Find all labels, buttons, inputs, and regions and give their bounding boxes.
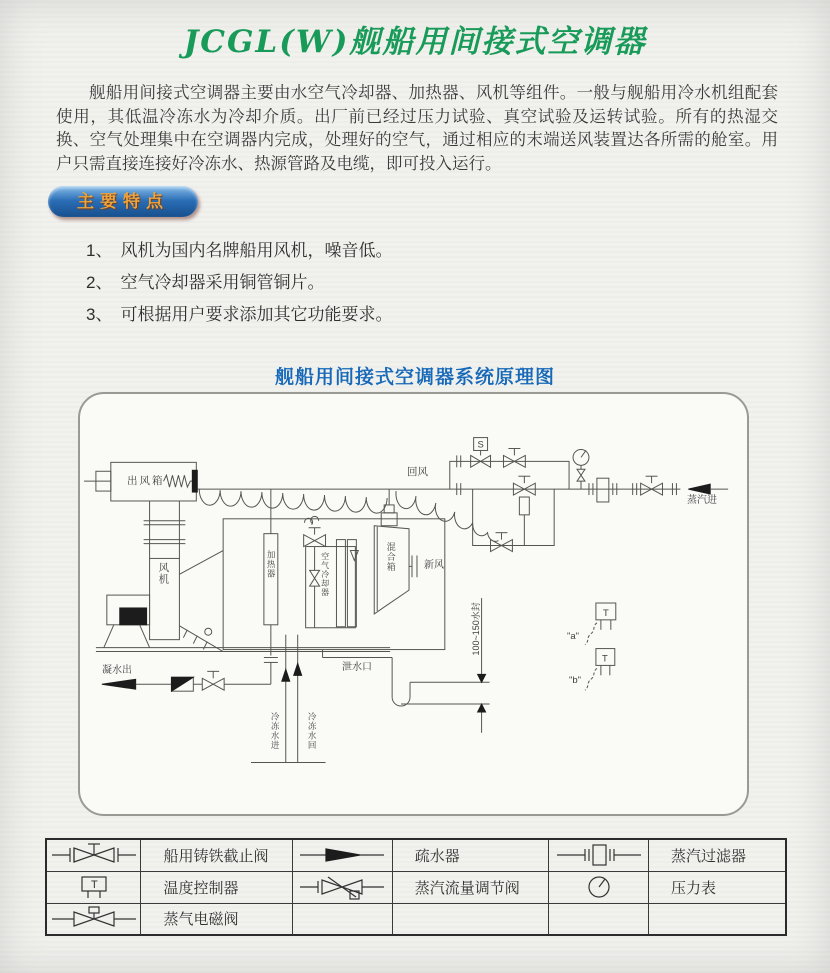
legend-table [45, 838, 787, 936]
legend-symbol-cell [46, 871, 141, 903]
features-list [86, 241, 392, 337]
legend-label-cell: 蒸汽过滤器 [649, 839, 786, 871]
thermostat-letter-a: T [602, 606, 609, 618]
drain-port-label: 泄水口 [342, 662, 372, 673]
feature-text: 风机为国内名牌船用风机，噪音低。 [120, 241, 393, 260]
legend-row [46, 839, 786, 871]
legend-row [46, 903, 786, 935]
sensor-a-label: "a" [567, 631, 580, 642]
feature-item [86, 305, 392, 325]
fan-label: 风机 [157, 562, 170, 585]
return-air-label: 回风 [407, 466, 428, 478]
feature-number: 3、 [86, 305, 113, 324]
page-title: JCGL(W)舰船用间接式空调器 [183, 24, 647, 60]
feature-number: 1、 [86, 241, 113, 260]
condensate-out-label: 凝水出 [102, 665, 132, 676]
pressure-gauge-icon [555, 874, 643, 900]
air-cooler-label: 空气冷却器 [320, 552, 330, 597]
system-diagram-panel [78, 392, 749, 816]
legend-label-cell: 疏水器 [392, 839, 548, 871]
outlet-box-label: 出风箱 [127, 475, 165, 487]
feature-text: 空气冷却器采用铜管铜片。 [120, 273, 325, 292]
intro-paragraph: 舰船用间接式空调器主要由水空气冷却器、加热器、风机等组件。一般与舰船用冷水机组配套使用，其低温冷冻水为冷却介质。出厂前已经过压力试验、真空试验及运转试验。所有的热湿交换、空气处理集中在空调器内完成，处理好的空气，通过相应的末端送风装置达各所需的舱室。用户只需直接连接好冷冻水、热源管路及电缆，即可投入运行。 [56, 84, 778, 173]
features-badge [48, 186, 198, 217]
legend-symbol-cell [549, 839, 649, 871]
svg-text:T: T [90, 879, 98, 891]
heater-label: 加热器 [266, 550, 277, 579]
legend-label-cell: 蒸气电磁阀 [141, 903, 292, 935]
feature-text: 可根据用户要求添加其它功能要求。 [120, 305, 393, 324]
feature-item [86, 273, 392, 293]
sensor-b-label: "b" [569, 675, 582, 686]
mixing-box-label: 混合箱 [385, 542, 396, 572]
steam-in-label: 蒸汽进 [687, 495, 717, 506]
air-cooler [304, 516, 359, 627]
legend-symbol-cell [292, 871, 392, 903]
legend-empty-cell [292, 903, 392, 935]
chilled-water-in-label: 冷冻水进 [270, 712, 281, 750]
temperature-controllers [585, 603, 616, 690]
legend-label-cell: 温度控制器 [141, 871, 292, 903]
legend-label-cell: 船用铸铁截止阀 [141, 839, 292, 871]
steam-trap-icon [298, 842, 386, 868]
legend-empty-cell [549, 903, 649, 935]
thermostat-letter-b: T [601, 652, 608, 664]
steam-regulating-valve-icon [298, 874, 386, 900]
fresh-air-label: 新风 [424, 560, 444, 571]
legend-symbol-cell [292, 839, 392, 871]
legend-label-cell: 压力表 [649, 871, 786, 903]
fan-assembly [96, 501, 390, 652]
temperature-controller-icon [50, 874, 138, 900]
feature-item [86, 241, 392, 261]
steam-solenoid-valve-icon [50, 906, 138, 932]
chilled-water-return-label: 冷冻水回 [307, 712, 318, 750]
legend-symbol-cell [46, 839, 141, 871]
legend-row [46, 871, 786, 903]
features-badge-label: 主要特点 [77, 192, 169, 211]
legend-empty-cell [649, 903, 786, 935]
legend-empty-cell [392, 903, 548, 935]
legend-label-cell: 蒸汽流量调节阀 [392, 871, 548, 903]
stop-valve-icon [50, 842, 138, 868]
solenoid-letter: S [477, 438, 484, 450]
diagram-title: 舰船用间接式空调器系统原理图 [274, 367, 555, 388]
legend-symbol-cell [46, 903, 141, 935]
system-diagram [80, 394, 747, 814]
legend-symbol-cell [549, 871, 649, 903]
steam-control-station [450, 438, 569, 552]
feature-number: 2、 [86, 273, 113, 292]
steam-filter-icon [555, 842, 643, 868]
water-seal-label: 100~150水封 [471, 602, 482, 656]
ahu-casing [223, 519, 445, 650]
